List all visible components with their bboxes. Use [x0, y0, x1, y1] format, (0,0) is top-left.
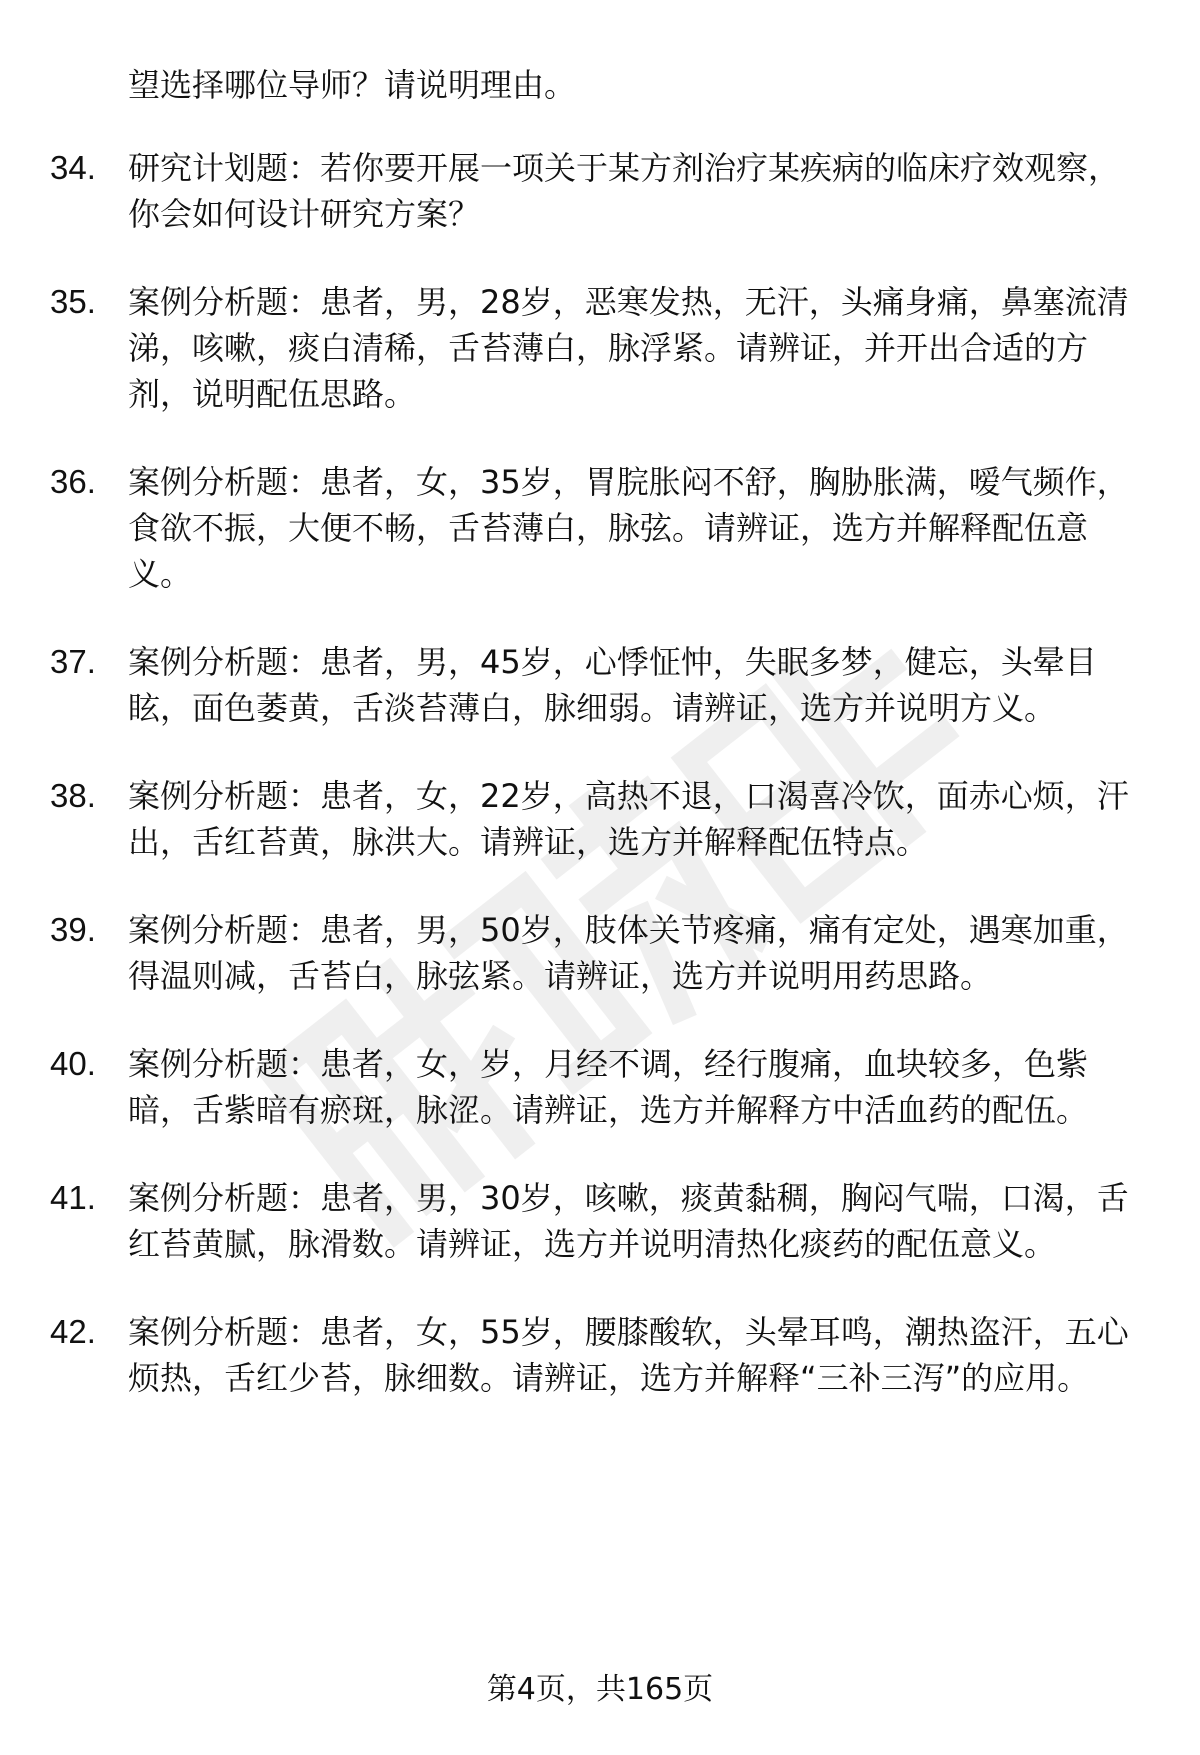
question-item-37: [50, 639, 1138, 731]
question-text: 案例分析题：患者，女，岁，月经不调，经行腹痛，血块较多，色紫暗，舌紫暗有瘀斑，脉涩。请辨证，选方并解释方中活血药的配伍。: [128, 1045, 1089, 1129]
question-number: 40.: [50, 1045, 96, 1082]
question-item-41: [50, 1175, 1138, 1267]
question-number: 36.: [50, 463, 96, 500]
question-text: 案例分析题：患者，男，45岁，心悸怔忡，失眠多梦，健忘，头晕目眩，面色萎黄，舌淡苔薄白，脉细弱。请辨证，选方并说明方义。: [128, 643, 1097, 727]
question-text: 案例分析题：患者，男，50岁，肢体关节疼痛，痛有定处，遇寒加重，得温则减，舌苔白，脉弦紧。请辨证，选方并说明用药思路。: [128, 911, 1129, 995]
question-number: 41.: [50, 1179, 96, 1216]
question-number: 35.: [50, 283, 96, 320]
question-text: 研究计划题：若你要开展一项关于某方剂治疗某疾病的临床疗效观察，你会如何设计研究方案？: [128, 149, 1121, 233]
question-item-40: [50, 1041, 1138, 1133]
question-item-36: [50, 459, 1138, 597]
question-text: 案例分析题：患者，女，55岁，腰膝酸软，头晕耳鸣，潮热盗汗，五心烦热，舌红少苔，脉细数。请辨证，选方并解释“三补三泻”的应用。: [128, 1313, 1129, 1397]
question-text: 案例分析题：患者，女，22岁，高热不退，口渴喜冷饮，面赤心烦，汗出，舌红苔黄，脉洪大。请辨证，选方并解释配伍特点。: [128, 777, 1129, 861]
question-item-39: [50, 907, 1138, 999]
question-item-34: [50, 145, 1138, 237]
question-item-42: [50, 1309, 1138, 1401]
question-number: 42.: [50, 1313, 96, 1350]
question-list: [50, 145, 1150, 1443]
question-number: 38.: [50, 777, 96, 814]
question-item-35: [50, 279, 1138, 417]
question-text: 案例分析题：患者，男，28岁，恶寒发热，无汗，头痛身痛，鼻塞流清涕，咳嗽，痰白清稀，舌苔薄白，脉浮紧。请辨证，并开出合适的方剂，说明配伍思路。: [128, 283, 1129, 413]
question-item-38: [50, 773, 1138, 865]
question-number: 34.: [50, 149, 96, 186]
page-footer: 第4页，共165页: [486, 1672, 714, 1707]
continued-question-text: 望选择哪位导师？请说明理由。: [128, 66, 577, 104]
question-text: 案例分析题：患者，男，30岁，咳嗽，痰黄黏稠，胸闷气喘，口渴，舌红苔黄腻，脉滑数。请辨证，选方并说明清热化痰药的配伍意义。: [128, 1179, 1129, 1263]
question-number: 39.: [50, 911, 96, 948]
question-number: 37.: [50, 643, 96, 680]
question-text: 案例分析题：患者，女，35岁，胃脘胀闷不舒，胸胁胀满，嗳气频作，食欲不振，大便不畅，舌苔薄白，脉弦。请辨证，选方并解释配伍意义。: [128, 463, 1129, 593]
